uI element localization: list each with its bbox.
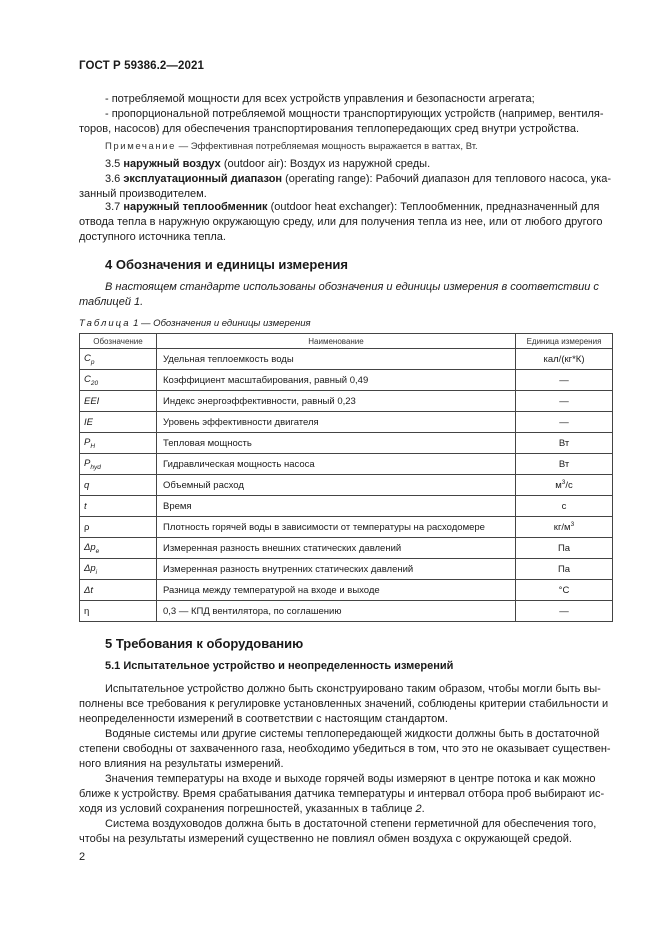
bullet-transport-power-l1: - пропорциональной потребляемой мощности транспортирующих устройств (например, вентиля- bbox=[105, 108, 604, 120]
term-definition: (outdoor heat exchanger): Теплообменник, предназначенный для bbox=[270, 201, 600, 213]
name-cell: Объемный расход bbox=[157, 475, 516, 496]
term-definition: (outdoor air): Воздух из наружной среды. bbox=[223, 158, 431, 170]
col-header-symbol: Обозначение bbox=[80, 334, 157, 349]
section-5-heading: 5 Требования к оборудованию bbox=[105, 636, 304, 651]
unit-cell: — bbox=[516, 391, 613, 412]
symbol-cell: Δt bbox=[80, 580, 157, 601]
section-4-intro-l1: В настоящем стандарте использованы обозначения и единицы измерения в соответствии с bbox=[105, 281, 599, 293]
unit-cell: Па bbox=[516, 559, 613, 580]
name-cell: Плотность горячей воды в зависимости от температуры на расходомере bbox=[157, 517, 516, 538]
unit-cell: $кг/м^3$ bbox=[516, 517, 613, 538]
term-number: 3.7 bbox=[105, 201, 121, 213]
unit-cell: — bbox=[516, 412, 613, 433]
table-row bbox=[80, 475, 613, 496]
name-cell: 0,3 — КПД вентилятора, по соглашению bbox=[157, 601, 516, 622]
name-cell: Гидравлическая мощность насоса bbox=[157, 454, 516, 475]
term-3-6 bbox=[79, 172, 613, 202]
term-definition: (operating range): Рабочий диапазон для теплового насоса, ука- bbox=[285, 173, 612, 185]
symbol-cell: $\Delta p_e$ bbox=[80, 538, 157, 559]
paragraph-temperature-l1: Значения температуры на входе и выходе горячей воды измеряют в центре потока и как можно bbox=[105, 773, 596, 785]
table-row bbox=[80, 559, 613, 580]
term-definition-cont: доступного источника тепла. bbox=[79, 231, 226, 243]
symbol-cell: EEI bbox=[80, 391, 157, 412]
paragraph-ducts-l2: чтобы на результаты измерений существенно не повлиял обмен воздуха с окружающей средой. bbox=[79, 833, 572, 845]
paragraph-water-systems-l1: Водяные системы или другие системы теплопередающей жидкости должны быть в достаточной bbox=[105, 728, 600, 740]
section-4-heading: 4 Обозначения и единицы измерения bbox=[105, 257, 348, 272]
term-number: 3.5 bbox=[105, 158, 121, 170]
term-definition-cont: занный производителем. bbox=[79, 188, 207, 200]
table-caption-label: Таблица bbox=[79, 318, 131, 329]
note bbox=[105, 141, 478, 152]
table-header-row bbox=[80, 334, 613, 349]
symbol-cell: t bbox=[80, 496, 157, 517]
section-5-1-heading: 5.1 Испытательное устройство и неопределенность измерений bbox=[105, 660, 454, 672]
table-row bbox=[80, 580, 613, 601]
symbol-cell: $C_{20}$ bbox=[80, 370, 157, 391]
col-header-name: Наименование bbox=[157, 334, 516, 349]
paragraph-water-systems-l2: степени свободны от захваченного газа, необходимо убедиться в том, что это не оказывает существен- bbox=[79, 743, 611, 755]
section-4-intro bbox=[79, 280, 613, 310]
paragraph-test-device-l3: неопределенности измерений в соответствии с настоящим стандартом. bbox=[79, 713, 448, 725]
table-row bbox=[80, 496, 613, 517]
paragraph-temperature-l3: ходя из условий сохранения погрешностей, указанных в таблице 2. bbox=[79, 803, 425, 815]
table-row bbox=[80, 349, 613, 370]
name-cell: Измеренная разность внутренних статических давлений bbox=[157, 559, 516, 580]
name-cell: Индекс энергоэффективности, равный 0,23 bbox=[157, 391, 516, 412]
name-cell: Коэффициент масштабирования, равный 0,49 bbox=[157, 370, 516, 391]
unit-cell: кал/(кг*К) bbox=[516, 349, 613, 370]
unit-cell: $м^3/с$ bbox=[516, 475, 613, 496]
section-4-intro-l2: таблицей 1. bbox=[79, 296, 144, 308]
term-definition-cont: отвода тепла в наружную окружающую среду, или для получения тепла из нее, или от любого другого bbox=[79, 216, 603, 228]
term-name: наружный воздух bbox=[123, 158, 221, 170]
table-row bbox=[80, 517, 613, 538]
unit-cell: — bbox=[516, 370, 613, 391]
paragraph-ducts-l1: Система воздуховодов должна быть в достаточной степени герметичной для обеспечения того, bbox=[105, 818, 597, 830]
paragraph-temperature-l2: ближе к устройству. Время срабатывания датчика температуры и интервал отбора проб выбирают ис- bbox=[79, 788, 605, 800]
unit-cell: Вт bbox=[516, 433, 613, 454]
paragraph-test-device-l2: полнены все требования к регулировке установленных значений, соблюдены критерии стабильности и bbox=[79, 698, 609, 710]
table-row bbox=[80, 454, 613, 475]
note-label: Примечание bbox=[105, 141, 176, 152]
name-cell: Уровень эффективности двигателя bbox=[157, 412, 516, 433]
unit-cell: — bbox=[516, 601, 613, 622]
col-header-unit: Единица измерения bbox=[516, 334, 613, 349]
name-cell: Тепловая мощность bbox=[157, 433, 516, 454]
symbol-cell: q bbox=[80, 475, 157, 496]
table-row bbox=[80, 601, 613, 622]
table-row bbox=[80, 433, 613, 454]
document-code: ГОСТ Р 59386.2—2021 bbox=[79, 60, 204, 72]
term-number: 3.6 bbox=[105, 173, 121, 185]
table-row bbox=[80, 391, 613, 412]
section-5-1-body bbox=[79, 682, 613, 847]
name-cell: Разница между температурой на входе и выходе bbox=[157, 580, 516, 601]
unit-cell: Вт bbox=[516, 454, 613, 475]
paragraph-test-device-l1: Испытательное устройство должно быть сконструировано таким образом, чтобы могли быть вы- bbox=[105, 683, 601, 695]
intro-bullets bbox=[79, 92, 613, 137]
table-row bbox=[80, 412, 613, 433]
name-cell: Удельная теплоемкость воды bbox=[157, 349, 516, 370]
table-caption-text: 1 — Обозначения и единицы измерения bbox=[133, 318, 311, 329]
table-row bbox=[80, 538, 613, 559]
symbols-table bbox=[79, 333, 613, 622]
note-text: — Эффективная потребляемая мощность выражается в ваттах, Вт. bbox=[178, 141, 478, 152]
paragraph-water-systems-l3: ного влияния на результаты измерений. bbox=[79, 758, 284, 770]
symbol-cell: η bbox=[80, 601, 157, 622]
name-cell: Время bbox=[157, 496, 516, 517]
page-number: 2 bbox=[79, 851, 86, 863]
symbol-cell: ρ bbox=[80, 517, 157, 538]
symbol-cell: IE bbox=[80, 412, 157, 433]
term-3-5 bbox=[79, 157, 613, 172]
unit-cell: Па bbox=[516, 538, 613, 559]
term-name: наружный теплообменник bbox=[123, 201, 268, 213]
table-row bbox=[80, 370, 613, 391]
symbol-cell: $\Delta p_i$ bbox=[80, 559, 157, 580]
symbol-cell: $P_H$ bbox=[80, 433, 157, 454]
table-caption bbox=[79, 318, 311, 329]
term-name: эксплуатационный диапазон bbox=[123, 173, 283, 185]
bullet-transport-power-l2: торов, насосов) для обеспечения транспортирования теплопередающих сред внутри устройства. bbox=[79, 123, 580, 135]
symbol-cell: $P_{hyd}$ bbox=[80, 454, 157, 475]
name-cell: Измеренная разность внешних статических давлений bbox=[157, 538, 516, 559]
unit-cell: с bbox=[516, 496, 613, 517]
bullet-control-power: - потребляемой мощности для всех устройств управления и безопасности агрегата; bbox=[105, 93, 535, 105]
unit-cell: °C bbox=[516, 580, 613, 601]
symbol-cell: $C_p$ bbox=[80, 349, 157, 370]
term-3-7 bbox=[79, 200, 613, 245]
